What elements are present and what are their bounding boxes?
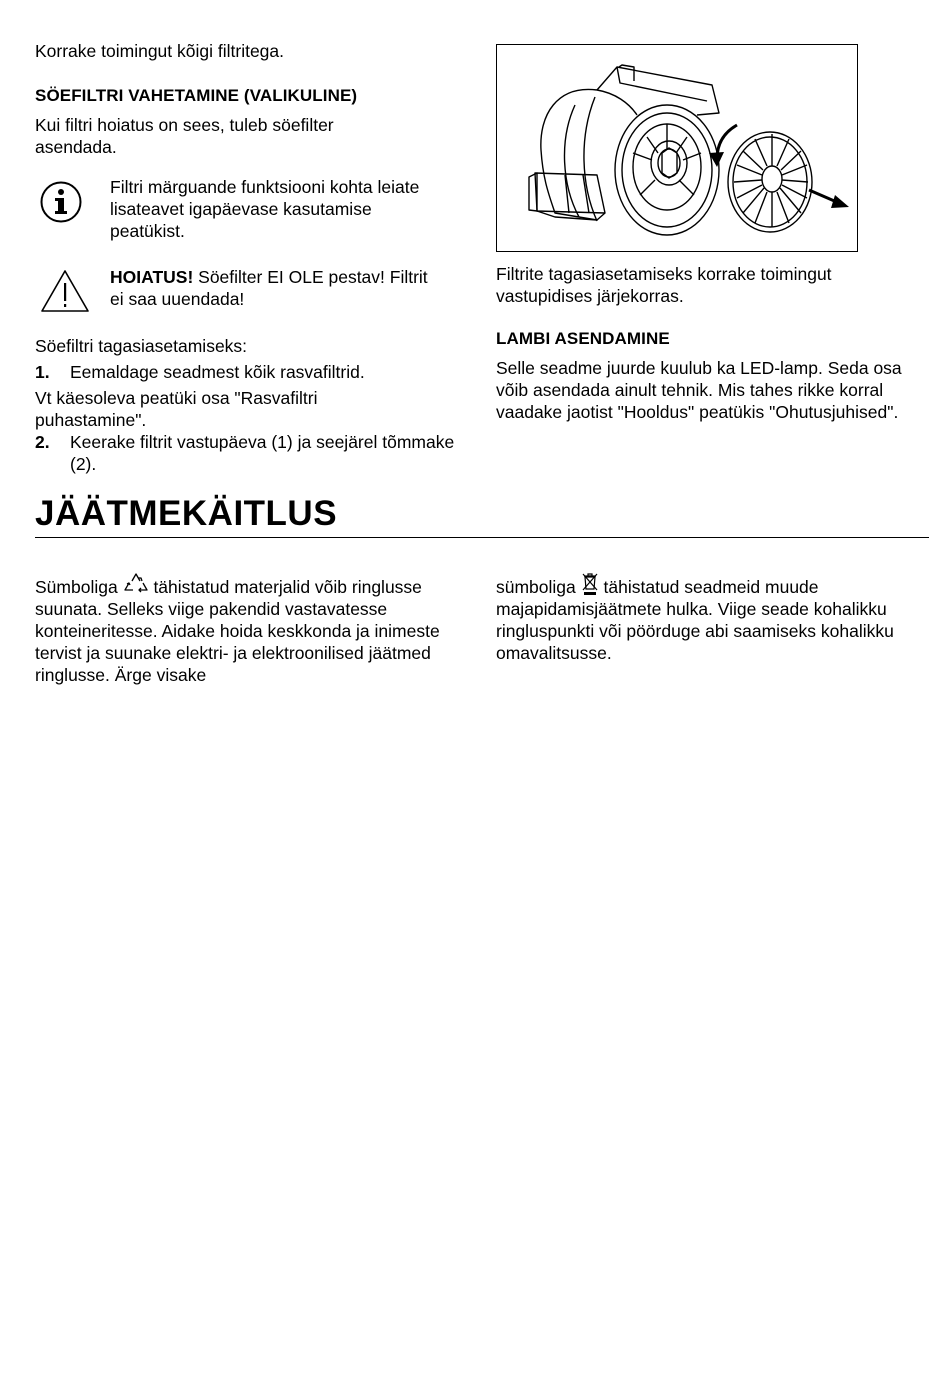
- disposal-right-text: [496, 572, 921, 664]
- step-number: 1.: [35, 362, 50, 382]
- disposal-left-post: tähistatud materjalid võib ringlusse suunata. Selleks viige pakendid vastavatesse konteineritesse. Aidake hoida keskkonda ja inimeste tervist ja suunake elektri- ja elektroonilised jäätmed ringlusse. Ärge visake: [35, 577, 440, 685]
- disposal-left-text: [35, 572, 470, 686]
- intro-text: Korrake toimingut kõigi filtritega.: [35, 41, 284, 61]
- title-divider: [35, 537, 929, 538]
- warning-label: HOIATUS!: [110, 267, 194, 287]
- steps-intro: Söefiltri tagasiasetamiseks:: [35, 336, 248, 356]
- step-note: Vt käesoleva peatüki osa "Rasvafiltri puhastamine".: [35, 388, 318, 430]
- section-heading-charcoal-filter: SÖEFILTRI VAHETAMINE (VALIKULINE): [35, 86, 358, 105]
- info-note-text: Filtri märguande funktsiooni kohta leiate lisateavet igapäevase kasutamise peatükist.: [110, 177, 420, 241]
- disposal-right-pre: sümboliga: [496, 577, 576, 597]
- steps-list: [35, 361, 465, 475]
- warning-note: [35, 266, 465, 316]
- info-note: [35, 176, 465, 246]
- step-number: 2.: [35, 432, 50, 452]
- disposal-left-pre: Sümboliga: [35, 577, 118, 597]
- step-text: Eemaldage seadmest kõik rasvafiltrid.: [70, 362, 365, 382]
- crossed-bin-icon: [581, 572, 599, 596]
- warning-triangle-icon: [39, 268, 91, 314]
- warning-note-text: [110, 266, 440, 310]
- list-item: [35, 361, 465, 383]
- step-text: Keerake filtrit vastupäeva (1) ja seejärel tõmmake (2).: [70, 432, 455, 474]
- charcoal-filter-paragraph: Kui filtri hoiatus on sees, tuleb söefilter asendada.: [35, 115, 334, 157]
- info-icon: [39, 180, 83, 224]
- filter-illustration: [496, 44, 858, 252]
- figure-caption: Filtrite tagasiasetamiseks korrake toimingut vastupidises järjekorras.: [496, 264, 832, 306]
- disposal-right-post: tähistatud seadmeid muude majapidamisjäätmete hulka. Viige seade kohalikku ringluspunkti või pöörduge abi saamiseks kohalikku omavalitsusse.: [496, 577, 894, 663]
- lamp-paragraph: Selle seadme juurde kuulub ka LED-lamp. Seda osa võib asendada ainult tehnik. Mis tahes rikke korral vaadake jaotist "Hooldus" peatükis "Ohutusjuhised".: [496, 358, 902, 422]
- list-item: [35, 431, 465, 475]
- section-title-disposal: JÄÄTMEKÄITLUS: [35, 494, 338, 533]
- section-heading-lamp: LAMBI ASENDAMINE: [496, 329, 670, 348]
- recycle-icon: [123, 572, 149, 596]
- warning-body: Söefilter EI OLE pestav! Filtrit ei saa uuendada!: [110, 267, 428, 309]
- hood-motor-filter-drawing: [497, 45, 857, 251]
